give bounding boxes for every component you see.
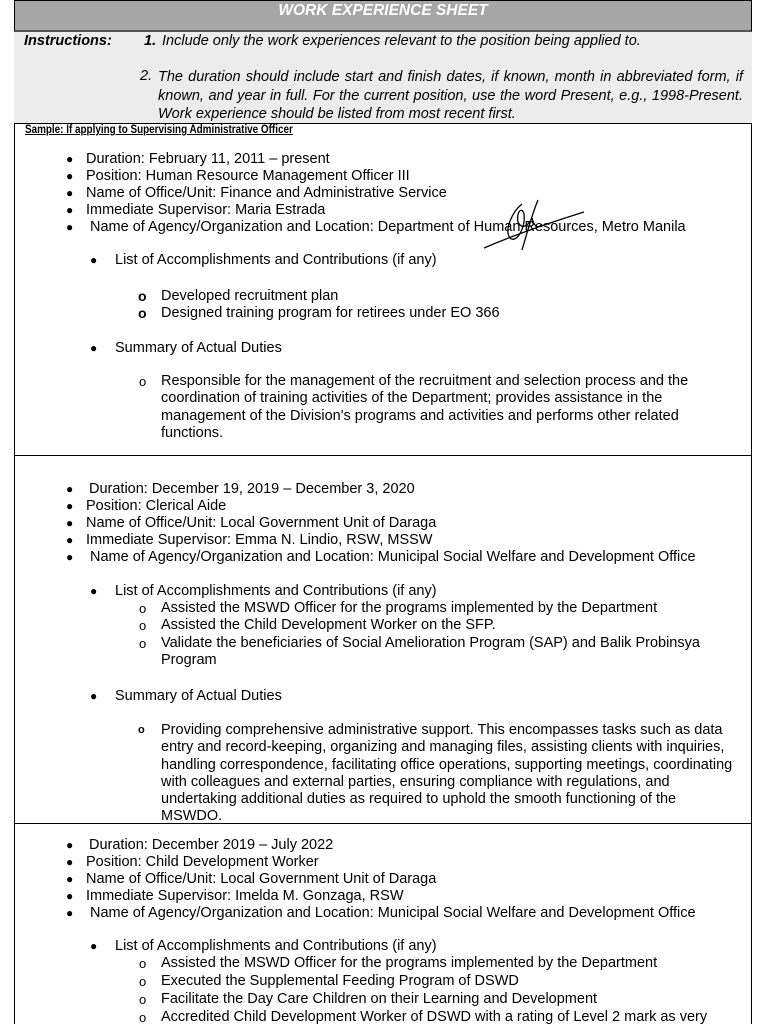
instruction-2-text: The duration should include start and finish dates, if known, month in abbreviated form, if known, and year in full. For the current position, use the word Present, e.g., 1998-Present. Work experience should be listed from most recent first. bbox=[158, 69, 743, 122]
accomplishment-item: Assisted the Child Development Worker on the SFP. bbox=[161, 617, 496, 633]
entry-supervisor: Immediate Supervisor: Emma N. Lindio, RSW, MSSW bbox=[86, 532, 433, 548]
instruction-1-text: Include only the work experiences relevant to the position being applied to. bbox=[162, 33, 641, 49]
bullet-icon: ● bbox=[66, 533, 74, 547]
entry-divider bbox=[14, 455, 752, 456]
accomplishment-item: Validate the beneficiaries of Social Amelioration Program (SAP) and Balik Probinsya Program bbox=[161, 635, 700, 669]
bullet-icon: ● bbox=[66, 203, 74, 217]
circle-bullet-icon: o bbox=[139, 1010, 147, 1025]
bullet-icon: ● bbox=[66, 906, 74, 920]
entry-office: Name of Office/Unit: Finance and Administrative Service bbox=[86, 185, 447, 201]
accomplishment-item: Assisted the MSWD Officer for the programs implemented by the Department bbox=[161, 600, 658, 616]
circle-bullet-icon: o bbox=[139, 956, 147, 971]
accomplishment-item: Accredited Child Development Worker of DSWD with a rating of Level 2 mark as very bbox=[161, 1009, 708, 1025]
accomplishments-label: List of Accomplishments and Contributions (if any) bbox=[115, 252, 437, 268]
signature-icon bbox=[482, 196, 588, 252]
entry-agency: Name of Agency/Organization and Location: Municipal Social Welfare and Development Office bbox=[90, 549, 696, 565]
instruction-2-number: 2. bbox=[140, 68, 153, 84]
accomplishment-item: Executed the Supplemental Feeding Program of DSWD bbox=[161, 973, 519, 989]
circle-bullet-icon: o bbox=[139, 374, 147, 389]
bullet-icon: ● bbox=[90, 939, 98, 953]
bullet-icon: ● bbox=[66, 550, 74, 564]
entry-divider bbox=[14, 823, 752, 824]
sample-label: Sample: If applying to Supervising Administrative Officer bbox=[25, 124, 293, 136]
entry-agency: Name of Agency/Organization and Location: Municipal Social Welfare and Development Office bbox=[90, 905, 696, 921]
duties-text: Responsible for the management of the recruitment and selection process and the coordination of training activities of the Department; provides assistance in the management of the Division's programs and activities and performs other related functions. bbox=[161, 373, 689, 441]
entry-position: Position: Clerical Aide bbox=[86, 498, 227, 514]
square-bullet-icon: o bbox=[138, 305, 147, 321]
bullet-icon: ● bbox=[90, 341, 98, 355]
bullet-icon: ● bbox=[66, 889, 74, 903]
entry-position: Position: Child Development Worker bbox=[86, 854, 319, 870]
entry-supervisor: Immediate Supervisor: Imelda M. Gonzaga, RSW bbox=[86, 888, 404, 904]
sheet-title: WORK EXPERIENCE SHEET bbox=[14, 0, 752, 32]
entry-duration: Duration: December 2019 – July 2022 bbox=[89, 837, 334, 853]
circle-bullet-icon: o bbox=[139, 601, 147, 616]
circle-bullet-icon: o bbox=[139, 992, 147, 1007]
accomplishment-item: Facilitate the Day Care Children on their Learning and Development bbox=[161, 991, 598, 1007]
entry-duration: Duration: February 11, 2011 – present bbox=[86, 151, 330, 167]
bullet-icon: ● bbox=[66, 152, 74, 166]
entry-duration: Duration: December 19, 2019 – December 3, 2020 bbox=[89, 481, 415, 497]
bullet-icon: ● bbox=[66, 872, 74, 886]
bullet-icon: ● bbox=[66, 855, 74, 869]
accomplishments-label: List of Accomplishments and Contributions (if any) bbox=[115, 938, 437, 954]
circle-bullet-icon: o bbox=[139, 974, 147, 989]
bullet-icon: ● bbox=[66, 169, 74, 183]
accomplishments-label: List of Accomplishments and Contributions (if any) bbox=[115, 583, 437, 599]
accomplishment-item: Developed recruitment plan bbox=[161, 288, 339, 304]
instructions-box bbox=[14, 32, 752, 124]
instructions-label: Instructions: bbox=[24, 33, 112, 49]
bullet-icon: ● bbox=[90, 689, 98, 703]
entry-position: Position: Human Resource Management Officer III bbox=[86, 168, 410, 184]
duties-label: Summary of Actual Duties bbox=[115, 340, 282, 356]
instruction-1-number: 1. bbox=[144, 33, 157, 49]
bullet-icon: ● bbox=[90, 253, 98, 267]
entry-office: Name of Office/Unit: Local Government Unit of Daraga bbox=[86, 871, 437, 887]
accomplishment-item: Assisted the MSWD Officer for the programs implemented by the Department bbox=[161, 955, 658, 971]
bullet-icon: ● bbox=[66, 838, 74, 852]
circle-bullet-icon: o bbox=[139, 636, 147, 651]
bullet-icon: ● bbox=[66, 482, 74, 496]
square-bullet-icon: o bbox=[138, 288, 147, 304]
bullet-icon: ● bbox=[66, 499, 74, 513]
accomplishment-item: Designed training program for retirees under EO 366 bbox=[161, 305, 500, 321]
bullet-icon: ● bbox=[90, 584, 98, 598]
square-bullet-icon: o bbox=[138, 724, 145, 736]
entry-office: Name of Office/Unit: Local Government Unit of Daraga bbox=[86, 515, 437, 531]
bullet-icon: ● bbox=[66, 516, 74, 530]
bullet-icon: ● bbox=[66, 220, 74, 234]
duties-label: Summary of Actual Duties bbox=[115, 688, 282, 704]
circle-bullet-icon: o bbox=[139, 618, 147, 633]
entry-supervisor: Immediate Supervisor: Maria Estrada bbox=[86, 202, 326, 218]
duties-text: Providing comprehensive administrative support. This encompasses tasks such as data entry and record-keeping, organizing and managing files, assisting clients with inquiries, handling correspondence, facilitating office operations, supporting meetings, coordinating with colleagues and external parties, ensuring compliance with regulations, and undertaking additional duties as required to uphold the smooth functioning of the MSWDO. bbox=[161, 722, 733, 825]
entry-agency: Name of Agency/Organization and Location: Department of Human Resources, Metro Manila bbox=[90, 219, 686, 235]
bullet-icon: ● bbox=[66, 186, 74, 200]
